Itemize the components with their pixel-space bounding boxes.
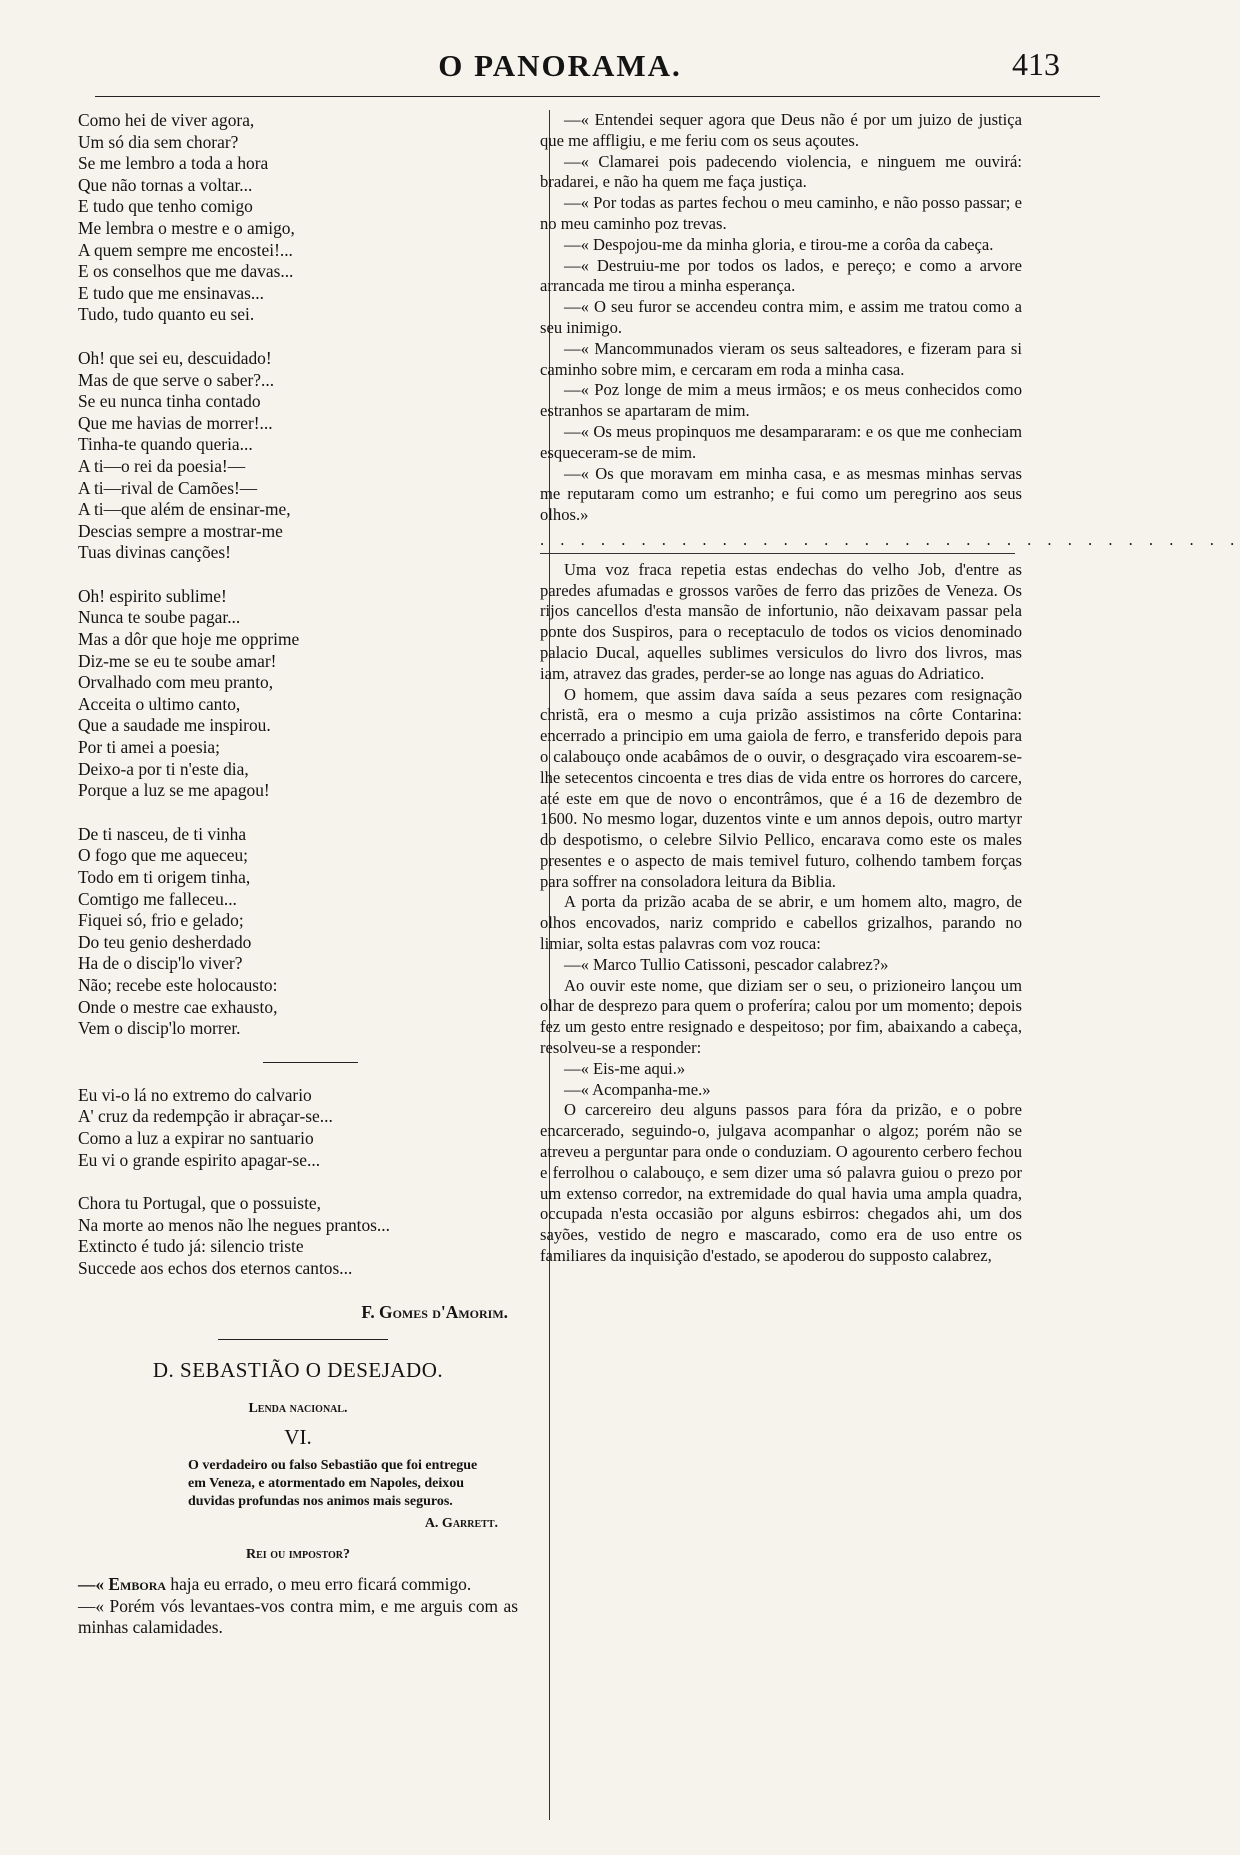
- verse-line: Acceita o ultimo canto,: [78, 693, 241, 714]
- verse-line: Orvalhado com meu pranto,: [78, 672, 274, 693]
- narrative-paragraph: A porta da prizão acaba de se abrir, e um homem alto, magro, de olhos encovados, nariz comprido e cabellos grizalhos, parando no limiar, solta estas palavras com voz rouca:: [540, 892, 1022, 954]
- opening-word: —« Embora: [78, 1574, 167, 1595]
- verse-line: Oh! espirito sublime!: [78, 585, 227, 606]
- article-subtitle: Lenda nacional.: [248, 1400, 348, 1416]
- verse-line: Vem o discip'lo morrer.: [78, 1018, 241, 1039]
- verse-line: Nunca te soube pagar...: [78, 607, 241, 628]
- verse-line: Porque a luz se me apagou!: [78, 780, 270, 801]
- verse-quote: —« Por todas as partes fechou o meu caminho, e não posso passar; e no meu caminho poz trevas.: [540, 193, 1022, 233]
- verse-line: A ti—que além de ensinar-me,: [78, 499, 291, 520]
- stanza: [78, 1193, 518, 1279]
- verse-line: Mas a dôr que hoje me opprime: [78, 629, 300, 650]
- verse-line: Succede aos echos dos eternos cantos...: [78, 1257, 353, 1278]
- verse-line: Me lembra o mestre e o amigo,: [78, 217, 295, 238]
- verse-line: Onde o mestre cae exhausto,: [78, 996, 278, 1017]
- verse-line: Do teu genio desherdado: [78, 931, 252, 952]
- stanza: [78, 348, 518, 564]
- narrative-paragraph: O carcereiro deu alguns passos para fóra da prizão, e o pobre encarcerado, seguindo-o, julgava acompanhar o algoz; porém não se atreveu a perguntar para onde o conduziam. O agourento cerbero fechou e ferrolhou o calabouço, e sem dizer uma só palavra guiou o prezo por um extenso corredor, na extremidade do qual havia uma ampla quadra, occupada n'esta occasião por alguns esbirros: chegados ahi, um dos sayões, vestido de negro e mascarado, como era de uso entre os familiares da inquisição d'estado, se apoderou do supposto calabrez,: [540, 1100, 1022, 1266]
- verse-line: Tudo, tudo quanto eu sei.: [78, 304, 255, 325]
- verse-line: A ti—o rei da poesia!—: [78, 455, 246, 476]
- section-separator-rule: [218, 1339, 388, 1340]
- verse-line: Não; recebe este holocausto:: [78, 974, 278, 995]
- verse-line: E tudo que tenho comigo: [78, 196, 253, 217]
- verse-line: De ti nasceu, de ti vinha: [78, 823, 247, 844]
- verse-line: A' cruz da redempção ir abraçar-se...: [78, 1106, 333, 1127]
- verse-line: Que a saudade me inspirou.: [78, 715, 271, 736]
- verse-line: O fogo que me aqueceu;: [78, 845, 248, 866]
- narrative-paragraph: Uma voz fraca repetia estas endechas do velho Job, d'entre as paredes afumadas e grossos varões de ferro das prizões de Veneza. Os rijos cancellos d'esta mansão de infortunio, não deixavam passar pela ponte dos Suspiros, para o receptaculo de todos os vicios denominado palacio Ducal, aquelles sublimes versiculos do livro dos livros, mas iam, atravez das grades, perder-se ao longe nas aguas do Adriatico.: [540, 559, 1022, 683]
- verse-line: Diz-me se eu te soube amar!: [78, 650, 277, 671]
- verse-quote: —« O seu furor se accendeu contra mim, e assim me tratou como a seu inimigo.: [540, 297, 1022, 337]
- stanza: [78, 586, 518, 802]
- verse-line: Se eu nunca tinha contado: [78, 391, 261, 412]
- verse-line: Como hei de viver agora,: [78, 110, 255, 130]
- verse-quote: —« Destruiu-me por todos os lados, e pereço; e como a arvore arrancada me tirou a minha esperança.: [540, 255, 1022, 296]
- stanza: [78, 824, 518, 1040]
- verse-quote: —« Clamarei pois padecendo violencia, e ninguem me ouvirá: bradarei, e não ha quem me faça justiça.: [540, 151, 1022, 192]
- verse-line: A ti—rival de Camões!—: [78, 477, 258, 498]
- narrative-paragraph: —« Marco Tullio Catissoni, pescador calabrez?»: [564, 954, 889, 974]
- verse-quote: —« Despojou-me da minha gloria, e tirou-me a corôa da cabeça.: [564, 234, 994, 254]
- ellipsis-dots: . . . . . . . . . . . . . . . . . . . . . . . . . . . . . . . . . . .: [540, 529, 1240, 549]
- article-paragraph: —« Porém vós levantaes-vos contra mim, e me arguis com as minhas calamidades.: [78, 1595, 518, 1638]
- narrative-paragraph: —« Acompanha-me.»: [564, 1079, 711, 1099]
- verse-quote: —« Entendei sequer agora que Deus não é por um juizo de justiça que me affligiu, e me feriu com os seus açoutes.: [540, 110, 1022, 150]
- narrative-paragraph: —« Eis-me aqui.»: [564, 1058, 686, 1078]
- poem: [78, 110, 518, 1040]
- chapter-number: VI.: [284, 1425, 312, 1450]
- page-number: 413: [1012, 46, 1060, 82]
- right-column: [540, 110, 1240, 1267]
- verse-line: Todo em ti origem tinha,: [78, 867, 251, 887]
- verse-line: Como a luz a expirar no santuario: [78, 1127, 314, 1148]
- verse-line: Descias sempre a mostrar-me: [78, 520, 283, 541]
- poem-coda: [78, 1085, 518, 1280]
- article-paragraph: [78, 1574, 518, 1596]
- stanza: [78, 1085, 518, 1171]
- verse-line: Oh! que sei eu, descuidado!: [78, 347, 272, 368]
- verse-quote: —« Mancommunados vieram os seus salteadores, e fizeram para si caminho sobre mim, e cercaram em roda a minha casa.: [540, 338, 1022, 379]
- stanza: [78, 110, 518, 326]
- verse-line: Por ti amei a poesia;: [78, 737, 220, 758]
- chapter-subheading: Rei ou impostor?: [246, 1547, 350, 1563]
- verse-line: Fiquei só, frio e gelado;: [78, 910, 244, 931]
- verse-line: Comtigo me falleceu...: [78, 888, 237, 909]
- verse-line: Que não tornas a voltar...: [78, 174, 253, 195]
- narrative: [540, 560, 1022, 1267]
- verse-line: Extincto é tudo já: silencio triste: [78, 1236, 304, 1257]
- verse-line: Ha de o discip'lo viver?: [78, 953, 243, 974]
- verse-line: Tuas divinas canções!: [78, 542, 231, 563]
- verse-line: Mas de que serve o saber?...: [78, 369, 275, 390]
- verse-line: E os conselhos que me davas...: [78, 261, 294, 282]
- paragraph-text: haja eu errado, o meu erro ficará commigo.: [166, 1574, 472, 1595]
- verse-line: Se me lembro a toda a hora: [78, 153, 269, 174]
- verse-line: Eu vi o grande espirito apagar-se...: [78, 1149, 321, 1170]
- job-verses: [540, 110, 1022, 526]
- verse-quote: —« Poz longe de mim a meus irmãos; e os meus conhecidos como estranhos se apartaram de mim.: [540, 380, 1022, 421]
- verse-quote: —« Os que moravam em minha casa, e as mesmas minhas servas me reputaram como um estranho; e fui como um peregrino aos seus olhos.»: [540, 463, 1022, 525]
- journal-title: O PANORAMA.: [438, 48, 682, 83]
- page-header: [60, 40, 1060, 90]
- verse-line: Que me havias de morrer!...: [78, 412, 273, 433]
- verse-line: A quem sempre me encostei!...: [78, 239, 293, 260]
- epigraph-author: A. Garrett.: [424, 1515, 498, 1531]
- verse-line: Deixo-a por ti n'este dia,: [78, 758, 249, 779]
- poem-signature: F. Gomes d'Amorim.: [361, 1301, 508, 1322]
- verse-line: Na morte ao menos não lhe negues prantos...: [78, 1214, 390, 1235]
- paragraph-separator-rule: [540, 553, 1015, 554]
- stanza-separator-rule: [263, 1062, 358, 1063]
- verse-line: E tudo que me ensinavas...: [78, 282, 264, 303]
- narrative-paragraph: Ao ouvir este nome, que diziam ser o seu, o prizioneiro lançou um olhar de desprezo para quem o proferíra; calou por um momento; depois fez um gesto entre resignado e despeitoso; por fim, abaixando a cabeça, resolveu-se a responder:: [540, 975, 1022, 1058]
- left-column: [78, 110, 518, 1639]
- verse-line: Tinha-te quando queria...: [78, 434, 253, 455]
- verse-line: Chora tu Portugal, que o possuiste,: [78, 1193, 321, 1214]
- article-title: D. SEBASTIÃO O DESEJADO.: [152, 1358, 444, 1383]
- header-rule: [95, 96, 1100, 97]
- verse-line: Eu vi-o lá no extremo do calvario: [78, 1084, 312, 1105]
- narrative-paragraph: O homem, que assim dava saída a seus pezares com resignação christã, era o mesmo a cuja prizão assistimos na côrte Contarina: encerrado a principio em uma gaiola de ferro, e transferido depois para o calabouço onde acabâmos de o ouvir, o desgraçado vira escoarem-se-lhe setecentos cincoenta e tres dias de vida entre os horrores do carcere, até este em que de novo o encontrâmos, que é a 16 de dezembro de 1600. No mesmo logar, duzentos vinte e um annos depois, outro martyr do despotismo, o celebre Silvio Pellico, encarava como este os males presentes e o aspecto de mais temivel futuro, colhendo tambem forças para soffrer na consoladora leitura da Biblia.: [540, 684, 1022, 891]
- verse-quote: —« Os meus propinquos me desampararam: e os que me conheciam esqueceram-se de mim.: [540, 421, 1022, 462]
- epigraph: O verdadeiro ou falso Sebastião que foi entregue em Veneza, e atormentado em Napoles, deixou duvidas profundas nos animos mais seguros.: [188, 1457, 478, 1509]
- verse-line: Um só dia sem chorar?: [78, 131, 239, 152]
